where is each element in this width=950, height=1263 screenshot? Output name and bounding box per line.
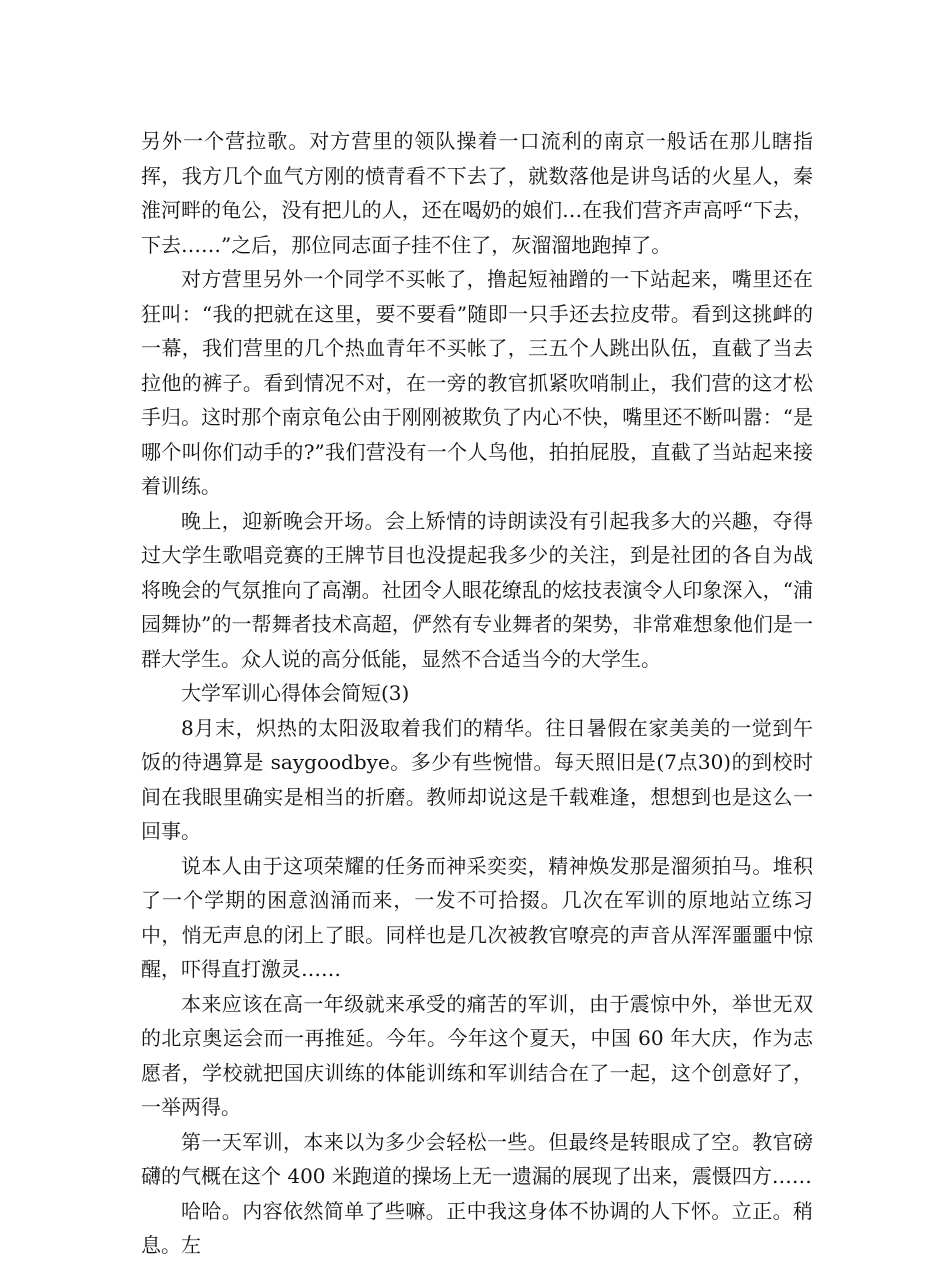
paragraph: 晚上，迎新晚会开场。会上矫情的诗朗读没有引起我多大的兴趣，夺得过大学生歌唱竞赛的王牌节目也没提起我多少的关注，到是社团的各自为战将晚会的气氛推向了高潮。社团令人眼花缭乱的炫技表演令人印象深入，“浦园舞协”的一帮舞者技术高超，俨然有专业舞者的架势，非常难想象他们是一群大学生。众人说的高分低能，显然不合适当今的大学生。: [141, 508, 813, 671]
paragraph: 对方营里另外一个同学不买帐了，撸起短袖蹭的一下站起来，嘴里还在狂叫：“我的把就在这里，要不要看”随即一只手还去拉皮带。看到这挑衅的一幕，我们营里的几个热血青年不买帐了，三五个人跳出队伍，直截了当去拉他的裤子。看到情况不对，在一旁的教官抓紧吹哨制止，我们营的这才松手归。这时那个南京龟公由于刚刚被欺负了内心不快，嘴里还不断叫嚣：“是哪个叫你们动手的?”我们营没有一个人鸟他，拍拍屁股，直截了当站起来接着训练。: [141, 267, 813, 498]
paragraph: 第一天军训，本来以为多少会轻松一些。但最终是转眼成了空。教官磅礴的气概在这个 400 米跑道的操场上无一遗漏的展现了出来，震慑四方……: [141, 1129, 813, 1188]
paragraph: 8月末，炽热的太阳汲取着我们的精华。往日暑假在家美美的一觉到午饭的待遇算是 saygoodbye。多少有些惋惜。每天照旧是(7点30)的到校时间在我眼里确实是相当的折磨。教师却说这是千载难逢，想想到也是这么一回事。: [141, 715, 813, 843]
section-heading: 大学军训心得体会简短(3): [181, 681, 410, 705]
paragraph: 本来应该在高一年级就来承受的痛苦的军训，由于震惊中外，举世无双的北京奥运会而一再推延。今年。今年这个夏天，中国 60 年大庆，作为志愿者，学校就把国庆训练的体能训练和军训结合在了一起，这个创意好了，一举两得。: [141, 991, 813, 1119]
paragraph: 哈哈。内容依然简单了些嘛。正中我这身体不协调的人下怀。立正。稍息。左: [141, 1198, 813, 1257]
paragraph: 说本人由于这项荣耀的任务而神采奕奕，精神焕发那是溜须拍马。堆积了一个学期的困意汹涌而来，一发不可拾掇。几次在军训的原地站立练习中，悄无声息的闭上了眼。同样也是几次被教官嘹亮的声音从浑浑噩噩中惊醒，吓得直打激灵……: [141, 853, 813, 981]
paragraph: 另外一个营拉歌。对方营里的领队操着一口流利的南京一般话在那儿瞎指挥，我方几个血气方刚的愤青看不下去了，就数落他是讲鸟话的火星人，秦淮河畔的龟公，没有把儿的人，还在喝奶的娘们…在我们营齐声高呼“下去，下去……”之后，那位同志面子挂不住了，灰溜溜地跑掉了。: [141, 129, 813, 257]
document-page: [141, 124, 813, 1263]
